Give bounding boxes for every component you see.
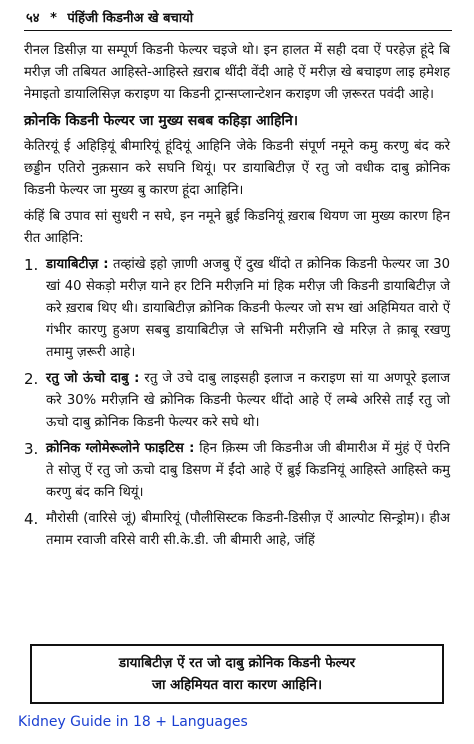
intro-paragraph: रीनल डिसीज़ या सम्पूर्ण किडनी फेल्यर चइजे थो। इन हालत में सही दवा ऐं परहेज़ हूंदे बि मरीज़ जी तबियत आहिस्ते-आहिस्ते ख़राब थींदी वेंदी आहे ऐं मरीज़ खे बचाइण लाइ हमेशह नेमाइतो डायालिसिज़ कराइण या किडनी ट्रान्सप्लान्टेशन कराइण जी ज़रूरत पवंदी आहे। <box>24 43 450 102</box>
cause-number: 2. <box>24 370 39 388</box>
causes-list <box>24 254 450 552</box>
header-separator: * <box>50 11 57 26</box>
paragraph-main-causes: केतिरयूं ई अहिड़ियूं बीमारियूं हूंदियूं आहिनि जेके किडनी संपूर्ण नमूने कमु करणु बंद करे छड्डीन एतिरो नुक़सान करे सघनि थियूं। पर डायाबिटीज़ ऐं रतु जो वधीक दाबु क्रोनिक किडनी फेल्यर जा मुख्य बु कारण हूंदा आहिनि। <box>24 139 450 198</box>
cause-title: रतु जो ऊंचो दाबु : <box>46 371 140 386</box>
highlight-line-2: जा अहिमियत वारा कारण आहिनि। <box>151 677 323 693</box>
cause-text: रतु जे उचे दाबु लाइसही इलाज न कराइण सां या अणपूरे इलाज करे 30% मरीज़नि खे क्रोनिक किडनी फेल्यर थींदो आहे ऐं लम्बे अरिसे ताईं रतु जो ऊचो दाबु क्रोनिक किडनी फेल्यर करे सघे थो। <box>46 371 450 430</box>
footer-caption: Kidney Guide in 18 + Languages <box>18 714 248 730</box>
cause-item <box>24 254 450 364</box>
running-header <box>26 8 193 26</box>
page-number: ५४ <box>26 11 40 26</box>
main-text <box>24 40 450 556</box>
section-heading: क्रोनकि किडनी फेल्यर जा मुख्य सबब कहिड़ा आहिनि। <box>24 113 299 129</box>
cause-number: 1. <box>24 256 39 274</box>
cause-item <box>24 438 450 504</box>
cause-title: क्रोनिक ग्लोमेरूलोने फाइटिस : <box>46 441 195 456</box>
paragraph-cause-intro: कंहिं बि उपाव सां सुधरी न सघे, इन नमूने ब्रुई किडनियूं ख़राब थियण जा मुख्य कारण हिन रीत आहिनि: <box>24 209 450 246</box>
cause-text: तव्हांखे इहो ज़ाणी अजबु ऐं दुख थींदो त क्रोनिक किडनी फेल्यर जा 30 खां 40 सेकड़ो मरीज़ याने हर टिनि मरीज़नि मां हिक मरीज़ जी किडनी डायाबिटीज़ जे करे ख़राब थिए थी। डायाबिटीज़ क्रोनिक किडनी फेल्यर जो सभ खां अहिमियत वारो ऐं गंभीर कारणु हुअण सबबु डायाबिटीज़ जे सभिनी मरीज़नि खे मरिज़ ते क़ाबू रखणु तमामु ज़रूरी आहे। <box>46 257 450 360</box>
cause-title: डायाबिटीज़ : <box>46 257 109 272</box>
highlight-box <box>30 644 444 704</box>
cause-item <box>24 368 450 434</box>
header-divider <box>24 30 452 31</box>
highlight-line-1: डायाबिटीज़ ऐं रत जो दाबु क्रोनिक किडनी फेल्यर <box>118 655 356 671</box>
book-title: पंहिंजी किडनीअ खे बचायो <box>67 11 194 26</box>
cause-text: हिन क़िस्म जी किडनीअ जी बीमारीअ में मुंहं ऐं पेरनि ते सोज़ु ऐं रतु जो ऊचो दाबु डिसण में ईंदो आहे ऐं ब्रुई किडनियूं आहिस्ते आहिस्ते कमु करणु बंद कनि थियूं। <box>46 441 451 500</box>
cause-text: मौरोसी (वारिसे जूं) बीमारियूं (पौलीसिस्टक किडनी-डिसीज़ ऐं आल्पोट सिन्ड्रोम)। हीअ तमाम रवाजी वरिसे वारी सी.के.डी. जी बीमारी आहे, जंहिं <box>46 511 450 548</box>
cause-number: 3. <box>24 440 39 458</box>
cause-number: 4. <box>24 510 39 528</box>
cause-item <box>24 508 450 552</box>
